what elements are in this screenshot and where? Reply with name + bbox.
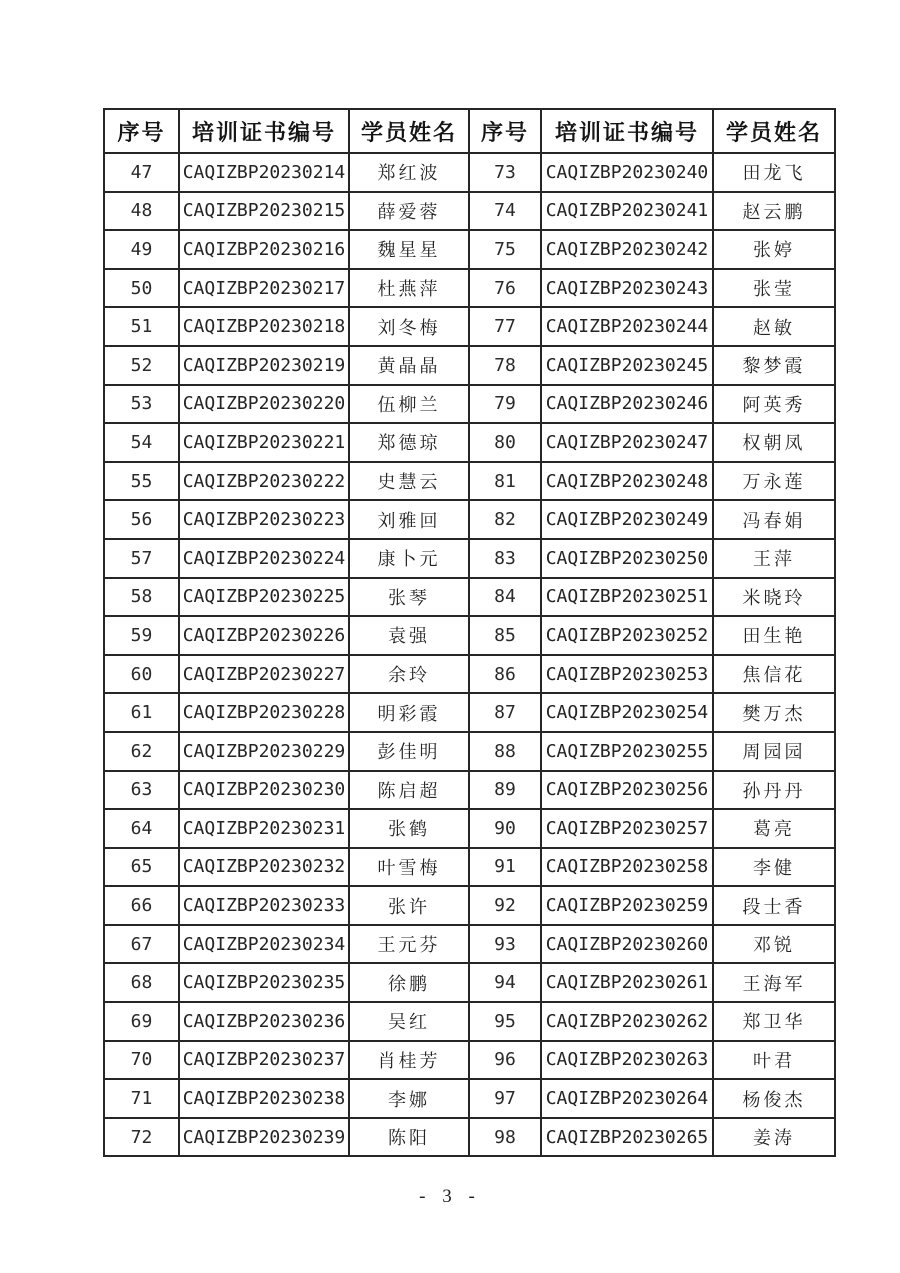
table-row [104,771,835,810]
trainee-name-left: 魏星星 [349,230,469,269]
certificate-number-right: CAQIZBP20230254 [541,693,713,732]
trainee-name-right: 樊万杰 [713,693,835,732]
certificate-number-right: CAQIZBP20230246 [541,385,713,424]
serial-number-left: 56 [104,500,179,539]
certificate-number-right: CAQIZBP20230252 [541,616,713,655]
serial-number-left: 48 [104,192,179,231]
certificate-number-left: CAQIZBP20230215 [179,192,349,231]
trainee-name-left: 史慧云 [349,462,469,501]
table-row [104,346,835,385]
serial-number-right: 97 [469,1079,541,1118]
table-row [104,732,835,771]
header-serial-left: 序号 [104,109,179,153]
table-row [104,655,835,694]
table-row [104,500,835,539]
trainee-name-left: 李娜 [349,1079,469,1118]
trainee-name-right: 赵敏 [713,307,835,346]
serial-number-right: 78 [469,346,541,385]
certificate-number-left: CAQIZBP20230226 [179,616,349,655]
trainee-name-left: 明彩霞 [349,693,469,732]
serial-number-right: 76 [469,269,541,308]
table-row [104,1002,835,1041]
trainee-name-left: 张鹤 [349,809,469,848]
serial-number-left: 55 [104,462,179,501]
certificate-number-left: CAQIZBP20230221 [179,423,349,462]
certificate-number-right: CAQIZBP20230243 [541,269,713,308]
certificate-number-right: CAQIZBP20230257 [541,809,713,848]
header-certificate-right: 培训证书编号 [541,109,713,153]
serial-number-left: 67 [104,925,179,964]
serial-number-left: 72 [104,1118,179,1157]
certificate-number-right: CAQIZBP20230261 [541,963,713,1002]
serial-number-right: 94 [469,963,541,1002]
certificate-number-left: CAQIZBP20230229 [179,732,349,771]
trainee-name-left: 余玲 [349,655,469,694]
serial-number-left: 52 [104,346,179,385]
certificate-number-left: CAQIZBP20230231 [179,809,349,848]
certificate-number-right: CAQIZBP20230260 [541,925,713,964]
table-row [104,809,835,848]
table-row [104,1079,835,1118]
certificate-number-right: CAQIZBP20230249 [541,500,713,539]
certificate-number-right: CAQIZBP20230244 [541,307,713,346]
certificate-number-left: CAQIZBP20230234 [179,925,349,964]
serial-number-right: 91 [469,848,541,887]
header-certificate-left: 培训证书编号 [179,109,349,153]
certificate-number-left: CAQIZBP20230227 [179,655,349,694]
trainee-name-left: 伍柳兰 [349,385,469,424]
serial-number-right: 96 [469,1041,541,1080]
certificate-number-left: CAQIZBP20230218 [179,307,349,346]
certificate-number-left: CAQIZBP20230217 [179,269,349,308]
serial-number-right: 74 [469,192,541,231]
certificate-number-left: CAQIZBP20230216 [179,230,349,269]
serial-number-left: 65 [104,848,179,887]
trainee-name-right: 孙丹丹 [713,771,835,810]
serial-number-right: 92 [469,886,541,925]
certificate-number-right: CAQIZBP20230258 [541,848,713,887]
header-name-left: 学员姓名 [349,109,469,153]
trainee-name-left: 杜燕萍 [349,269,469,308]
serial-number-right: 86 [469,655,541,694]
trainee-name-left: 彭佳明 [349,732,469,771]
trainee-name-right: 冯春娟 [713,500,835,539]
certificate-number-left: CAQIZBP20230230 [179,771,349,810]
serial-number-left: 66 [104,886,179,925]
certificate-number-right: CAQIZBP20230253 [541,655,713,694]
header-name-right: 学员姓名 [713,109,835,153]
certificate-number-right: CAQIZBP20230263 [541,1041,713,1080]
certificate-number-left: CAQIZBP20230233 [179,886,349,925]
trainee-name-right: 王海军 [713,963,835,1002]
table-body [104,153,835,1156]
trainee-name-left: 张许 [349,886,469,925]
trainee-name-right: 赵云鹏 [713,192,835,231]
page-number: - 3 - [419,1186,481,1207]
certificate-number-right: CAQIZBP20230245 [541,346,713,385]
serial-number-left: 58 [104,578,179,617]
trainee-name-left: 薛爱蓉 [349,192,469,231]
certificate-number-right: CAQIZBP20230256 [541,771,713,810]
serial-number-right: 79 [469,385,541,424]
serial-number-right: 84 [469,578,541,617]
table-row [104,192,835,231]
certificate-number-right: CAQIZBP20230255 [541,732,713,771]
certificate-number-right: CAQIZBP20230241 [541,192,713,231]
serial-number-left: 47 [104,153,179,192]
trainee-name-right: 阿英秀 [713,385,835,424]
certificate-number-left: CAQIZBP20230223 [179,500,349,539]
trainee-name-right: 杨俊杰 [713,1079,835,1118]
serial-number-left: 53 [104,385,179,424]
serial-number-left: 50 [104,269,179,308]
serial-number-left: 49 [104,230,179,269]
certificate-number-right: CAQIZBP20230264 [541,1079,713,1118]
table-row [104,963,835,1002]
table-header-row [104,109,835,153]
serial-number-right: 98 [469,1118,541,1157]
trainee-name-right: 姜涛 [713,1118,835,1157]
serial-number-right: 95 [469,1002,541,1041]
trainee-name-right: 田龙飞 [713,153,835,192]
trainee-name-left: 叶雪梅 [349,848,469,887]
trainee-name-right: 周园园 [713,732,835,771]
trainee-name-left: 肖桂芳 [349,1041,469,1080]
serial-number-left: 51 [104,307,179,346]
certificate-number-right: CAQIZBP20230240 [541,153,713,192]
table-row [104,848,835,887]
serial-number-left: 61 [104,693,179,732]
certificate-number-right: CAQIZBP20230259 [541,886,713,925]
table-row [104,925,835,964]
trainee-name-right: 米晓玲 [713,578,835,617]
certificate-number-left: CAQIZBP20230238 [179,1079,349,1118]
trainee-name-right: 叶君 [713,1041,835,1080]
certificate-number-right: CAQIZBP20230248 [541,462,713,501]
serial-number-left: 69 [104,1002,179,1041]
trainee-name-right: 葛亮 [713,809,835,848]
table-row [104,462,835,501]
trainee-name-right: 王萍 [713,539,835,578]
trainee-name-left: 郑红波 [349,153,469,192]
certificate-number-left: CAQIZBP20230239 [179,1118,349,1157]
serial-number-left: 62 [104,732,179,771]
certificate-number-left: CAQIZBP20230232 [179,848,349,887]
serial-number-right: 83 [469,539,541,578]
serial-number-left: 59 [104,616,179,655]
serial-number-right: 80 [469,423,541,462]
trainee-certificate-table [103,108,836,1157]
serial-number-right: 88 [469,732,541,771]
table-row [104,423,835,462]
certificate-number-right: CAQIZBP20230242 [541,230,713,269]
serial-number-right: 77 [469,307,541,346]
table-row [104,230,835,269]
serial-number-right: 73 [469,153,541,192]
certificate-number-left: CAQIZBP20230214 [179,153,349,192]
trainee-name-right: 田生艳 [713,616,835,655]
trainee-name-left: 王元芬 [349,925,469,964]
trainee-name-left: 黄晶晶 [349,346,469,385]
trainee-name-left: 张琴 [349,578,469,617]
trainee-name-right: 万永莲 [713,462,835,501]
trainee-name-left: 陈阳 [349,1118,469,1157]
trainee-name-left: 郑德琼 [349,423,469,462]
trainee-name-left: 陈启超 [349,771,469,810]
certificate-number-right: CAQIZBP20230265 [541,1118,713,1157]
serial-number-right: 82 [469,500,541,539]
trainee-name-left: 刘冬梅 [349,307,469,346]
trainee-name-left: 袁强 [349,616,469,655]
serial-number-right: 89 [469,771,541,810]
table-row [104,385,835,424]
serial-number-left: 57 [104,539,179,578]
serial-number-left: 71 [104,1079,179,1118]
trainee-name-right: 黎梦霞 [713,346,835,385]
serial-number-right: 93 [469,925,541,964]
certificate-number-left: CAQIZBP20230224 [179,539,349,578]
table-row [104,616,835,655]
trainee-name-right: 张莹 [713,269,835,308]
trainee-name-right: 权朝凤 [713,423,835,462]
certificate-number-left: CAQIZBP20230219 [179,346,349,385]
trainee-name-right: 焦信花 [713,655,835,694]
serial-number-left: 68 [104,963,179,1002]
trainee-name-right: 李健 [713,848,835,887]
serial-number-right: 90 [469,809,541,848]
certificate-number-left: CAQIZBP20230222 [179,462,349,501]
certificate-number-right: CAQIZBP20230251 [541,578,713,617]
table-row [104,269,835,308]
trainee-name-left: 康卜元 [349,539,469,578]
trainee-name-right: 邓锐 [713,925,835,964]
serial-number-right: 87 [469,693,541,732]
serial-number-right: 85 [469,616,541,655]
certificate-number-right: CAQIZBP20230262 [541,1002,713,1041]
trainee-name-left: 刘雅回 [349,500,469,539]
certificate-number-left: CAQIZBP20230220 [179,385,349,424]
serial-number-left: 70 [104,1041,179,1080]
header-serial-right: 序号 [469,109,541,153]
trainee-name-right: 张婷 [713,230,835,269]
table-row [104,539,835,578]
certificate-number-left: CAQIZBP20230225 [179,578,349,617]
table-row [104,578,835,617]
trainee-name-left: 徐鹏 [349,963,469,1002]
table-row [104,1041,835,1080]
trainee-name-left: 吴红 [349,1002,469,1041]
table-row [104,153,835,192]
serial-number-left: 54 [104,423,179,462]
table-row [104,886,835,925]
trainee-name-right: 段士香 [713,886,835,925]
certificate-number-left: CAQIZBP20230228 [179,693,349,732]
serial-number-left: 63 [104,771,179,810]
serial-number-right: 81 [469,462,541,501]
certificate-number-left: CAQIZBP20230236 [179,1002,349,1041]
table-row [104,307,835,346]
certificate-number-right: CAQIZBP20230247 [541,423,713,462]
table-row [104,1118,835,1157]
certificate-number-left: CAQIZBP20230237 [179,1041,349,1080]
certificate-number-right: CAQIZBP20230250 [541,539,713,578]
trainee-name-right: 郑卫华 [713,1002,835,1041]
serial-number-right: 75 [469,230,541,269]
table-row [104,693,835,732]
serial-number-left: 60 [104,655,179,694]
certificate-number-left: CAQIZBP20230235 [179,963,349,1002]
serial-number-left: 64 [104,809,179,848]
